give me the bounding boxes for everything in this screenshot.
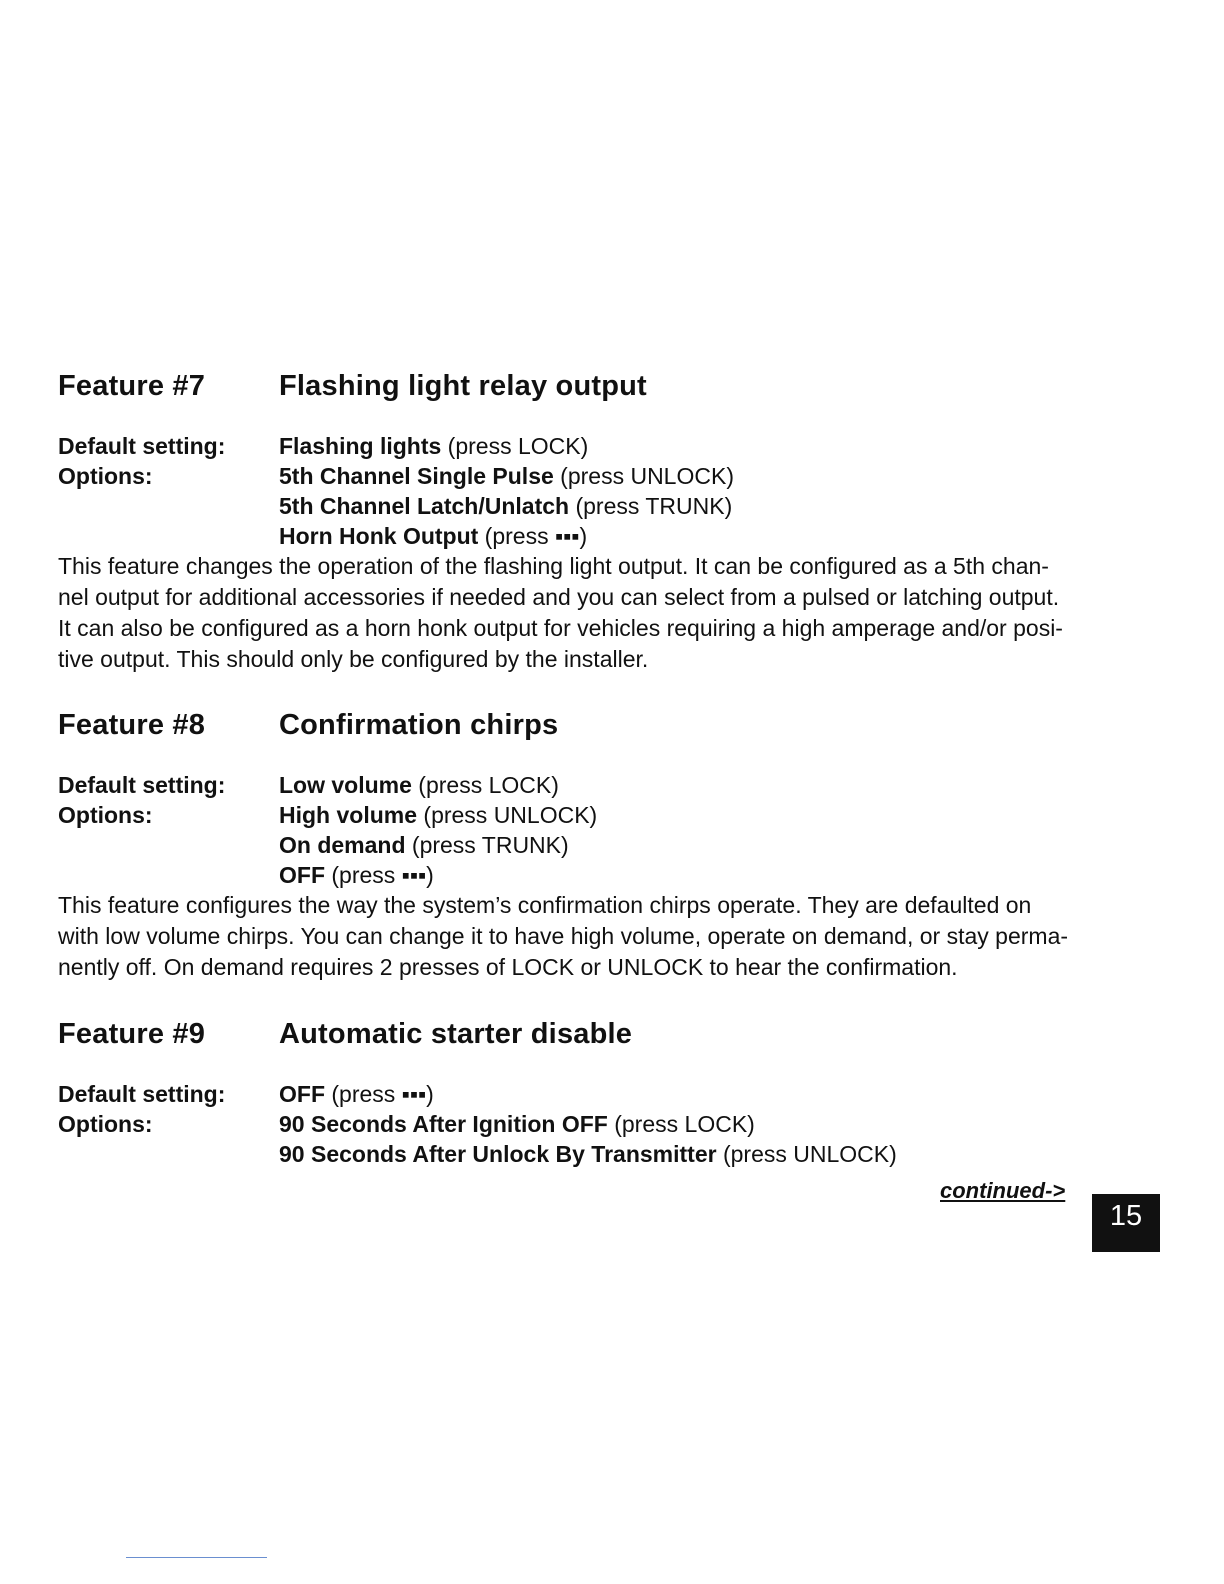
setting-value <box>279 1139 897 1169</box>
setting-value <box>279 1079 434 1109</box>
setting-name: Flashing lights <box>279 433 442 459</box>
setting-button: (press ▪▪▪) <box>325 862 434 888</box>
setting-name: 90 Seconds After Unlock By Transmitter <box>279 1141 717 1167</box>
feature-heading <box>58 370 1148 403</box>
page-number-badge: 15 <box>1092 1194 1160 1252</box>
description-line: It can also be configured as a horn honk output for vehicles requiring a high amperage and/or posi- <box>58 615 1063 641</box>
setting-button: (press LOCK) <box>441 433 589 459</box>
feature-title: Flashing light relay output <box>279 370 647 402</box>
description-line: tive output. This should only be configured by the installer. <box>58 646 649 672</box>
description-line: with low volume chirps. You can change it to have high volume, operate on demand, or stay perma- <box>58 923 1069 949</box>
option-row <box>58 1139 1148 1169</box>
setting-value <box>279 491 732 521</box>
feature-number: Feature #9 <box>58 1018 206 1050</box>
feature-description <box>58 890 1148 983</box>
feature-title: Confirmation chirps <box>279 709 559 741</box>
feature-number: Feature #7 <box>58 370 206 402</box>
setting-value <box>279 521 587 551</box>
default-setting-row <box>58 431 1148 461</box>
default-setting-label: Default setting: <box>58 433 226 459</box>
setting-button: (press TRUNK) <box>405 832 569 858</box>
feature-description <box>58 551 1148 675</box>
setting-name: Low volume <box>279 772 412 798</box>
default-setting-row <box>58 770 1148 800</box>
setting-value <box>279 860 434 890</box>
setting-name: On demand <box>279 832 406 858</box>
feature-title: Automatic starter disable <box>279 1018 633 1050</box>
options-label: Options: <box>58 1111 153 1137</box>
setting-button: (press UNLOCK) <box>716 1141 897 1167</box>
continued-link: continued-> <box>940 1178 1066 1203</box>
feature-9-section <box>58 1018 1148 1169</box>
setting-value <box>279 800 597 830</box>
feature-7-section <box>58 370 1148 675</box>
description-line: nently off. On demand requires 2 presses of LOCK or UNLOCK to hear the confirmation. <box>58 954 958 980</box>
description-line: This feature configures the way the system’s confirmation chirps operate. They are defaulted on <box>58 892 1032 918</box>
option-row <box>58 491 1148 521</box>
setting-name: 90 Seconds After Ignition OFF <box>279 1111 608 1137</box>
options-label: Options: <box>58 463 153 489</box>
settings-block <box>58 431 1148 551</box>
setting-name: OFF <box>279 1081 325 1107</box>
setting-name: Horn Honk Output <box>279 523 479 549</box>
settings-block <box>58 1079 1148 1169</box>
setting-value <box>279 1109 755 1139</box>
feature-heading <box>58 709 1148 742</box>
setting-button: (press UNLOCK) <box>553 463 734 489</box>
feature-heading <box>58 1018 1148 1051</box>
settings-block <box>58 770 1148 890</box>
options-label: Options: <box>58 802 153 828</box>
default-setting-row <box>58 1079 1148 1109</box>
default-setting-label: Default setting: <box>58 772 226 798</box>
setting-value <box>279 770 559 800</box>
setting-button: (press TRUNK) <box>569 493 733 519</box>
option-row <box>58 521 1148 551</box>
setting-button: (press UNLOCK) <box>417 802 598 828</box>
option-row <box>58 461 1148 491</box>
setting-button: (press LOCK) <box>411 772 559 798</box>
description-line: This feature changes the operation of the flashing light output. It can be configured as a 5th chan- <box>58 553 1049 579</box>
setting-name: 5th Channel Single Pulse <box>279 463 554 489</box>
option-row <box>58 860 1148 890</box>
setting-value <box>279 830 569 860</box>
feature-number: Feature #8 <box>58 709 206 741</box>
description-line: nel output for additional accessories if needed and you can select from a pulsed or latching output. <box>58 584 1060 610</box>
setting-value <box>279 461 734 491</box>
option-row <box>58 830 1148 860</box>
default-setting-label: Default setting: <box>58 1081 226 1107</box>
feature-8-section <box>58 709 1148 983</box>
setting-button: (press ▪▪▪) <box>478 523 588 549</box>
setting-value <box>279 431 588 461</box>
setting-name: High volume <box>279 802 418 828</box>
footer-divider <box>126 1557 267 1558</box>
setting-button: (press LOCK) <box>607 1111 755 1137</box>
option-row <box>58 800 1148 830</box>
setting-name: OFF <box>279 862 325 888</box>
setting-button: (press ▪▪▪) <box>325 1081 434 1107</box>
option-row <box>58 1109 1148 1139</box>
setting-name: 5th Channel Latch/Unlatch <box>279 493 570 519</box>
